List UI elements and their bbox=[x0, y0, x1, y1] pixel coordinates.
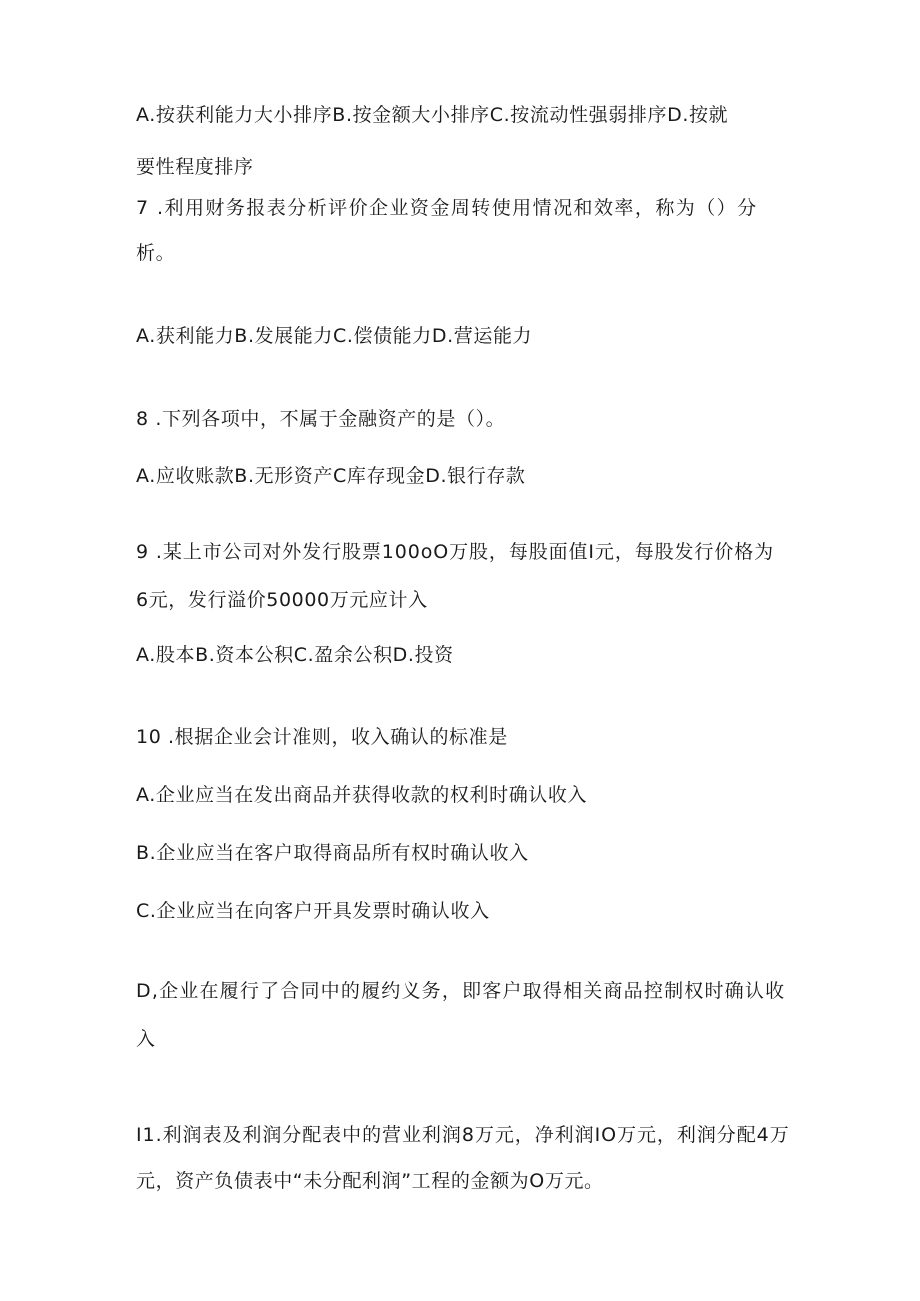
question-10-option-a: A.企业应当在发出商品并获得收款的权利时确认收入 bbox=[136, 784, 588, 806]
question-8-stem: 8 .下列各项中，不属于金融资产的是（）。 bbox=[136, 408, 506, 430]
question-9-stem-continued: 6元，发行溢价50000万元应计入 bbox=[136, 589, 428, 611]
question-6-options: A.按获利能力大小排序B.按金额大小排序C.按流动性强弱排序D.按就 bbox=[136, 104, 729, 126]
question-11-stem: I1.利润表及利润分配表中的营业利润8万元，净利润IO万元，利润分配4万 bbox=[136, 1124, 790, 1146]
question-6-options-continued: 要性程度排序 bbox=[136, 156, 254, 178]
question-8-options: A.应收账款B.无形资产C库存现金D.银行存款 bbox=[136, 465, 526, 487]
question-9-stem: 9 .某上市公司对外发行股票100oO万股，每股面值I元，每股发行价格为 bbox=[136, 541, 775, 563]
question-10-option-c: C.企业应当在向客户开具发票时确认收入 bbox=[136, 900, 490, 922]
question-7-stem-continued: 析。 bbox=[136, 242, 176, 264]
question-10-stem: 10 .根据企业会计准则，收入确认的标准是 bbox=[136, 726, 508, 748]
question-10-option-d-continued: 入 bbox=[136, 1028, 156, 1050]
question-11-stem-continued: 元，资产负债表中“未分配利润”工程的金额为O万元。 bbox=[136, 1170, 604, 1192]
question-10-option-b: B.企业应当在客户取得商品所有权时确认收入 bbox=[136, 842, 529, 864]
question-9-options: A.股本B.资本公积C.盈余公积D.投资 bbox=[136, 644, 454, 666]
question-7-options: A.获利能力B.发展能力C.偿债能力D.营运能力 bbox=[136, 325, 533, 347]
question-7-stem: 7 .利用财务报表分析评价企业资金周转使用情况和效率，称为（）分 bbox=[136, 197, 758, 219]
question-10-option-d: D,企业在履行了合同中的履约义务，即客户取得相关商品控制权时确认收 bbox=[136, 980, 786, 1002]
